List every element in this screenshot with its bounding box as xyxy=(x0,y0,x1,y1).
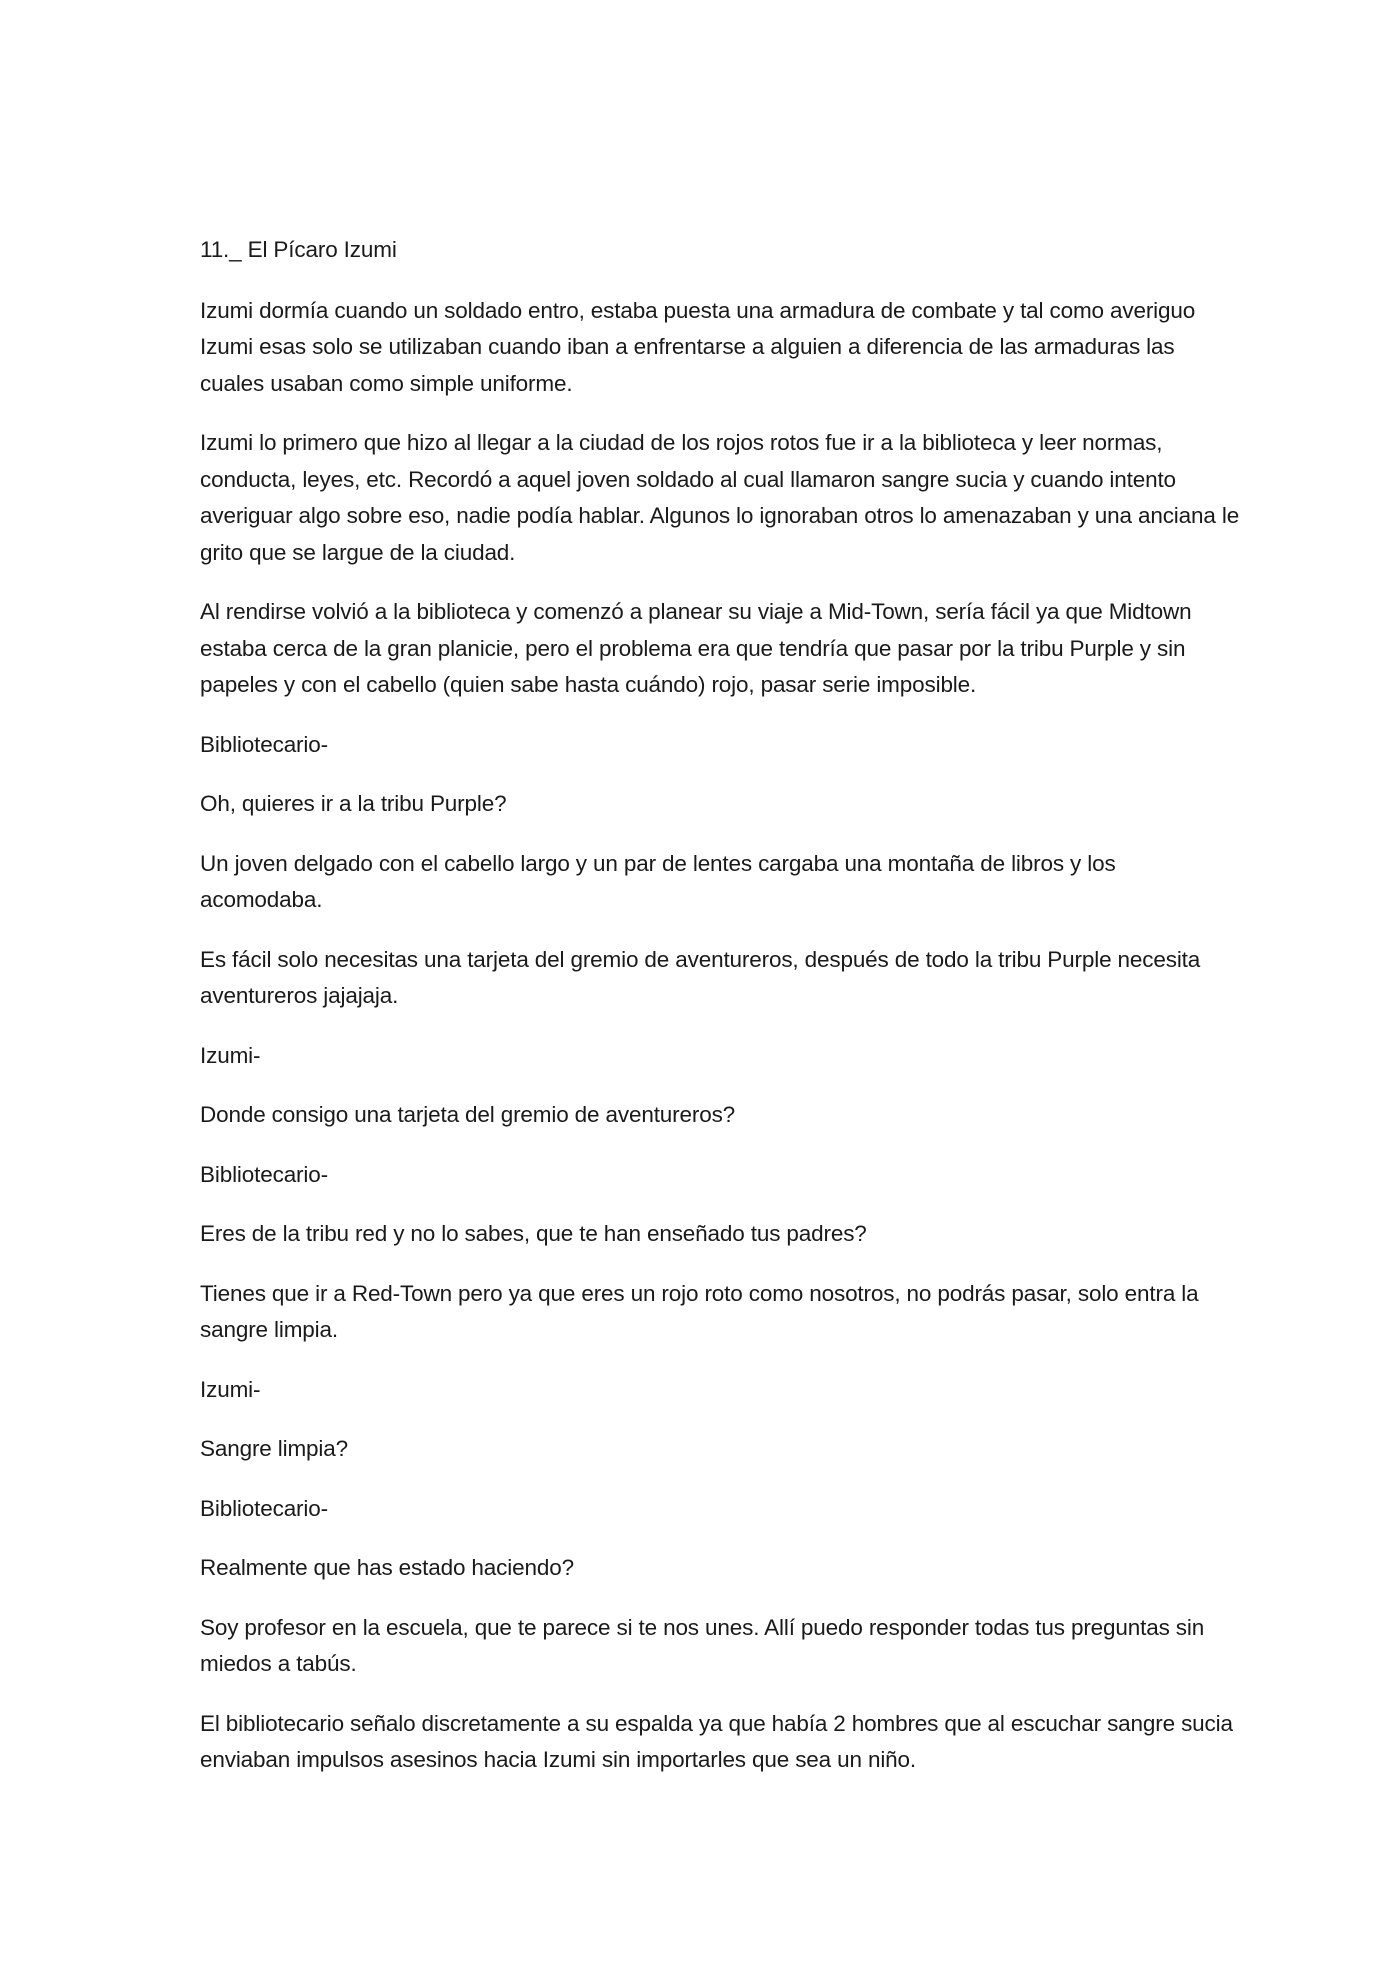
speaker-label: Izumi- xyxy=(200,1042,261,1068)
dialogue-line: Donde consigo una tarjeta del gremio de aventureros? xyxy=(200,1102,736,1127)
dialogue-line: Eres de la tribu red y no lo sabes, que te han enseñado tus padres? xyxy=(200,1221,867,1246)
paragraph: Al rendirse volvió a la biblioteca y comenzó a planear su viaje a Mid-Town, sería fácil ya que Midtown estaba cerca de la gran planicie, pero el problema era que tendría que pasar por la tribu Purple y sin papeles y con el cabello (quien sabe hasta cuándo) rojo, pasar serie imposible. xyxy=(200,599,1192,697)
speaker-label: Izumi- xyxy=(200,1376,261,1402)
paragraph: Izumi dormía cuando un soldado entro, estaba puesta una armadura de combate y tal como averiguo Izumi esas solo se utilizaban cuando iban a enfrentarse a alguien a diferencia de las armaduras las cuales usaban como simple uniforme. xyxy=(200,297,1196,396)
dialogue-line: Realmente que has estado haciendo? xyxy=(200,1555,574,1580)
chapter-title: 11._ El Pícaro Izumi xyxy=(200,237,397,262)
paragraph: El bibliotecario señalo discretamente a su espalda ya que había 2 hombres que al escuchar sangre sucia enviaban impulsos asesinos hacia Izumi sin importarles que sea un niño. xyxy=(200,1710,1233,1772)
dialogue-line: Es fácil solo necesitas una tarjeta del gremio de aventureros, después de todo la tribu Purple necesita aventureros jajajaja. xyxy=(200,946,1201,1008)
paragraph: Izumi lo primero que hizo al llegar a la ciudad de los rojos rotos fue ir a la biblioteca y leer normas, conducta, leyes, etc. Recordó a aquel joven soldado al cual llamaron sangre sucia y cuando intento averiguar algo sobre eso, nadie podía hablar. Algunos lo ignoraban otros lo amenazaban y una anciana le grito que se largue de la ciudad. xyxy=(200,430,1240,565)
speaker-label: Bibliotecario- xyxy=(200,1161,328,1187)
document-body xyxy=(200,232,1240,1802)
dialogue-line: Oh, quieres ir a la tribu Purple? xyxy=(200,791,507,816)
speaker-label: Bibliotecario- xyxy=(200,731,328,757)
paragraph: Un joven delgado con el cabello largo y un par de lentes cargaba una montaña de libros y los acomodaba. xyxy=(200,850,1116,912)
dialogue-line: Soy profesor en la escuela, que te parece si te nos unes. Allí puedo responder todas tus preguntas sin miedos a tabús. xyxy=(200,1614,1205,1676)
dialogue-line: Sangre limpia? xyxy=(200,1436,348,1461)
speaker-label: Bibliotecario- xyxy=(200,1495,328,1521)
dialogue-line: Tienes que ir a Red-Town pero ya que eres un rojo roto como nosotros, no podrás pasar, solo entra la sangre limpia. xyxy=(200,1280,1199,1342)
